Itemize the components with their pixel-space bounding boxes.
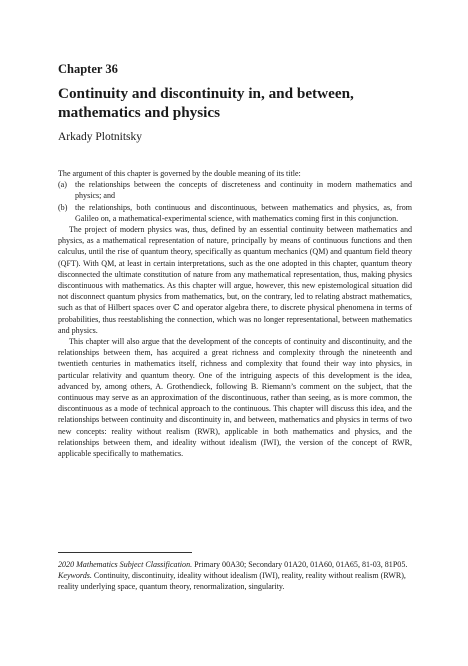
body-paragraph: The project of modern physics was, thus, defined by an essential continuity between mathematics and physics, as a mathematical representation of nature, principally by means of continuous functions and then calculus, until the rise of quantum theory, specifically as quantum mechanics (QM) and quantum field theory (QFT). With QM, at least in certain interpretations, such as the one adopted in this chapter, quantum theory disconnected the ultimate constitution of nature from any mathematical representation, thus, making physics discontinuous with mathematics. As this chapter will argue, however, this new epistemological situation did not disconnect quantum physics from mathematics, but, on the contrary, led to relating abstract mathematics, such as that of Hilbert spaces over ℂ and operator algebra there, to discrete physical phenomena in terms of probabilities, thus reestablishing the connection, which was no longer representational, between mathematics and physics. [58,225,412,335]
body-text [58,168,412,459]
list-item-text: the relationships between the concepts of discreteness and continuity in modern mathematics and physics; and [75,180,412,201]
body-paragraph: This chapter will also argue that the development of the concepts of continuity and discontinuity, and the relationships between them, has acquired a great richness and complexity through the nineteenth and twentieth centuries in mathematics itself, richness and complexity that found their way into physics, in particular relativity and quantum theory. One of the intriguing aspects of this development is the idea, advanced by, among others, A. Grothendieck, following B. Riemann’s comment on the subject, that the continuous may serve as an approximation of the discontinuous, rather than seeing, as is more common, the discontinuous as a mode of technical approach to the continuous. This chapter will discuss this idea, and the relationships between continuity and discontinuity in, and between, mathematics and physics in terms of two new concepts: reality without realism (RWR), applicable in both mathematics and physics, and the relationships between them, and ideality without idealism (IWI), the version of the concept of RWR, applicable specifically to mathematics. [58,337,412,459]
keywords-footnote [58,570,412,592]
msc-codes: Primary 00A30; Secondary 01A20, 01A60, 01A65, 81-03, 81P05. [192,560,408,569]
keywords-list: Continuity, discontinuity, ideality without idealism (IWI), reality, reality without realism (RWR), reality underlying space, quantum theory, renormalization, singularity. [58,571,406,592]
list-marker: (a) [58,180,67,190]
list-marker: (b) [58,202,68,212]
msc-footnote [58,559,412,570]
list-item-text: the relationships, both continuous and discontinuous, between mathematics and physics, as, from Galileo on, a mathematical-experimental science, with mathematics coming first in this conjunction. [75,202,412,223]
list-item [58,202,412,224]
chapter-title-line-2: mathematics and physics [58,104,221,121]
chapter-title [58,84,418,122]
chapter-title-line-1: Continuity and discontinuity in, and between, [58,85,354,102]
list-item [58,179,412,201]
author-name: Arkady Plotnitsky [58,131,143,143]
keywords-label: Keywords. [58,571,92,581]
msc-label: 2020 Mathematics Subject Classification. [58,560,193,569]
footnote-rule [58,552,192,553]
chapter-label: Chapter 36 [58,62,118,76]
intro-paragraph: The argument of this chapter is governed by the double meaning of its title: [58,169,301,178]
footnotes [58,559,412,593]
